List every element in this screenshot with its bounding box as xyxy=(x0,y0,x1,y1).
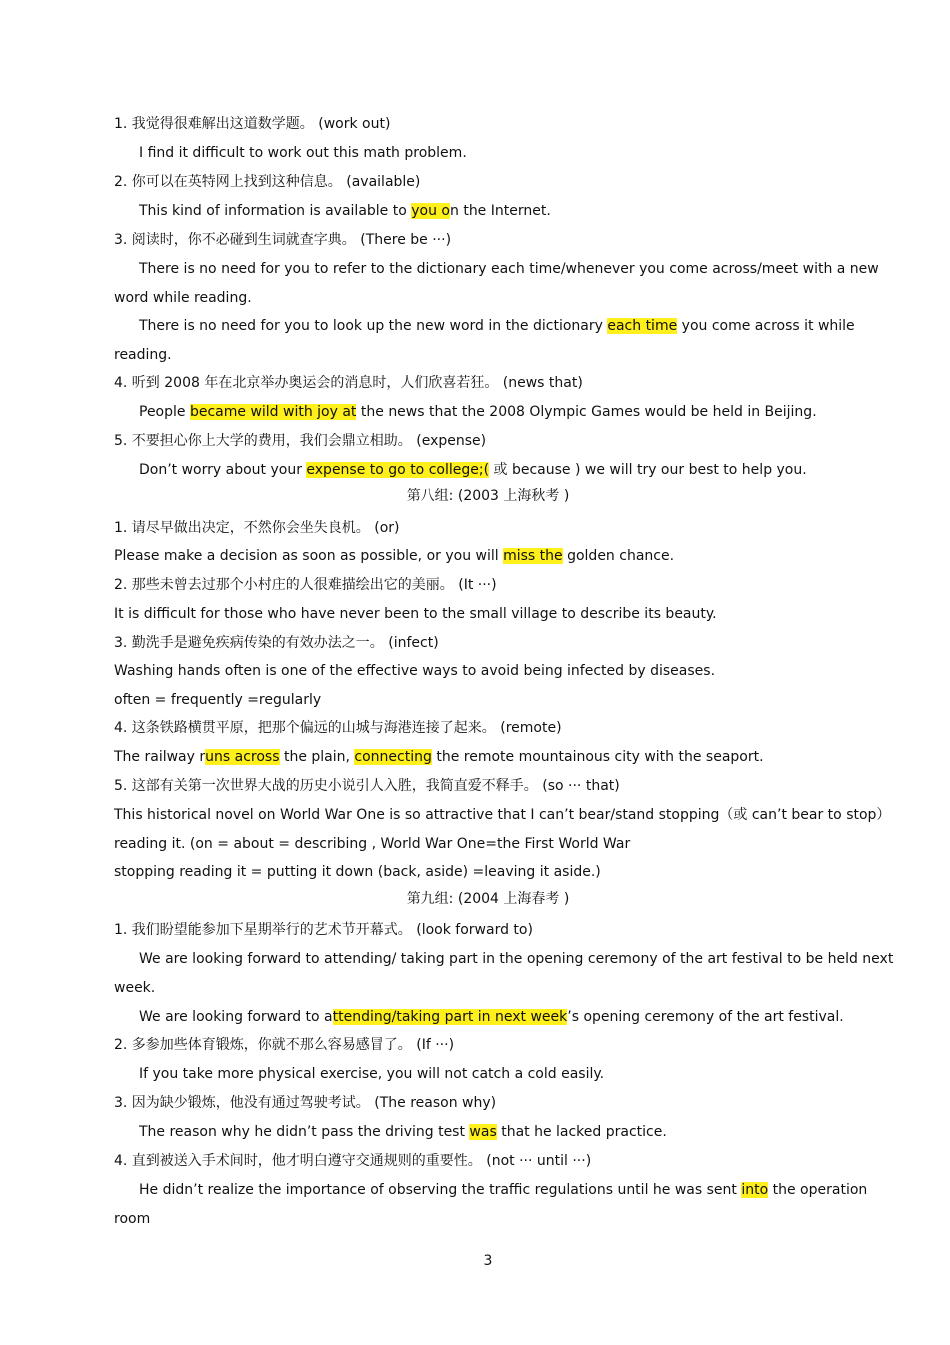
line-text: 5. 这部有关第一次世界大战的历史小说引人入胜，我简直爱不释手。 (so ··· that) xyxy=(114,778,620,794)
text-line xyxy=(114,862,601,882)
text-line xyxy=(139,143,467,163)
text-line xyxy=(139,259,879,279)
line-text: Please make a decision as soon as possible, or you will xyxy=(114,548,504,564)
text-line xyxy=(114,230,451,250)
text-line xyxy=(139,201,551,221)
highlighted-text: uns across xyxy=(205,749,280,765)
text-line xyxy=(139,402,817,422)
line-text: People xyxy=(139,404,190,420)
line-text: This kind of information is available to xyxy=(139,203,412,219)
section-heading xyxy=(0,486,950,506)
line-text: week. xyxy=(114,980,156,996)
line-text: We are looking forward to a xyxy=(139,1009,333,1025)
line-text: 4. 这条铁路横贯平原，把那个偏远的山城与海港连接了起来。 (remote) xyxy=(114,720,562,736)
line-text: the remote mountainous city with the seaport. xyxy=(431,749,764,765)
section-heading xyxy=(0,889,950,909)
line-text: reading. xyxy=(114,347,172,363)
line-text: 3. 勤洗手是避免疾病传染的有效办法之一。 (infect) xyxy=(114,635,439,651)
text-line xyxy=(114,690,321,710)
text-line xyxy=(114,114,390,134)
text-line xyxy=(114,1209,150,1229)
line-text: the news that the 2008 Olympic Games would be held in Beijing. xyxy=(356,404,817,420)
text-line xyxy=(114,172,420,192)
text-line xyxy=(139,1122,667,1142)
text-line xyxy=(114,546,674,566)
text-line xyxy=(114,661,715,681)
text-line xyxy=(114,604,717,624)
line-text: you come across it while xyxy=(677,318,855,334)
highlighted-text: connecting xyxy=(354,749,432,765)
line-text: the operation xyxy=(768,1182,868,1198)
text-line xyxy=(139,1007,844,1027)
line-text: 2. 那些未曾去过那个小村庄的人很难描绘出它的美丽。 (It ···) xyxy=(114,577,497,593)
highlighted-text: was xyxy=(469,1124,497,1140)
highlighted-text: became wild with joy at xyxy=(189,404,357,420)
highlighted-text: ttending/taking part in next week xyxy=(332,1009,568,1025)
line-text: The railway r xyxy=(114,749,206,765)
line-text: 4. 直到被送入手术间时，他才明白遵守交通规则的重要性。 (not ··· until ···) xyxy=(114,1153,592,1169)
line-text: that he lacked practice. xyxy=(496,1124,667,1140)
line-text: 2. 多参加些体育锻炼，你就不那么容易感冒了。 (If ···) xyxy=(114,1037,455,1053)
text-line xyxy=(114,978,155,998)
text-line xyxy=(114,805,890,825)
line-text: ’s opening ceremony of the art festival. xyxy=(567,1009,844,1025)
text-line xyxy=(114,920,533,940)
line-text: The reason why he didn’t pass the driving test xyxy=(139,1124,470,1140)
line-text: Washing hands often is one of the effective ways to avoid being infected by diseases. xyxy=(114,663,716,679)
line-text: golden chance. xyxy=(562,548,675,564)
line-text: n the Internet. xyxy=(450,203,551,219)
highlighted-text: expense to go to college;( xyxy=(306,462,490,478)
text-line xyxy=(114,633,439,653)
text-line xyxy=(139,949,893,969)
text-line xyxy=(114,431,486,451)
line-text: the plain, xyxy=(279,749,355,765)
text-line xyxy=(139,1180,867,1200)
line-text: word while reading. xyxy=(114,290,252,306)
text-line xyxy=(114,518,400,538)
line-text: There is no need for you to refer to the dictionary each time/whenever you come across/meet with a new xyxy=(139,261,879,277)
highlighted-text: each time xyxy=(607,318,678,334)
text-line xyxy=(114,575,497,595)
line-text: 1. 请尽早做出决定，不然你会坐失良机。 (or) xyxy=(114,520,400,536)
highlighted-text: you o xyxy=(411,203,450,219)
line-text: Don’t worry about your xyxy=(139,462,307,478)
text-line xyxy=(114,288,252,308)
line-text: often = frequently =regularly xyxy=(114,692,322,708)
line-text: stopping reading it = putting it down (back, aside) =leaving it aside.) xyxy=(114,864,601,880)
line-text: 1. 我们盼望能参加下星期举行的艺术节开幕式。 (look forward to) xyxy=(114,922,533,938)
text-line xyxy=(114,718,562,738)
line-text: 第八组: (2003 上海秋考 ) xyxy=(406,488,570,504)
line-text: If you take more physical exercise, you will not catch a cold easily. xyxy=(139,1066,605,1082)
line-text: He didn’t realize the importance of observing the traffic regulations until he was sent xyxy=(139,1182,742,1198)
page-number: 3 xyxy=(483,1253,493,1269)
text-line xyxy=(114,776,620,796)
line-text: I find it difficult to work out this math problem. xyxy=(139,145,467,161)
text-line xyxy=(114,1093,496,1113)
line-text: It is difficult for those who have never been to the small village to describe its beauty. xyxy=(114,606,717,622)
line-text: 4. 听到 2008 年在北京举办奥运会的消息时，人们欣喜若狂。 (news that) xyxy=(114,375,583,391)
line-text: 5. 不要担心你上大学的费用，我们会鼎立相助。 (expense) xyxy=(114,433,487,449)
text-line xyxy=(114,747,764,767)
line-text: 2. 你可以在英特网上找到这种信息。 (available) xyxy=(114,174,421,190)
text-line xyxy=(114,834,630,854)
line-text: reading it. (on = about = describing , World War One=the First World War xyxy=(114,836,631,852)
line-text: 3. 阅读时，你不必碰到生词就查字典。 (There be ···) xyxy=(114,232,452,248)
line-text: 1. 我觉得很难解出这道数学题。 (work out) xyxy=(114,116,391,132)
line-text: 3. 因为缺少锻炼，他没有通过驾驶考试。 (The reason why) xyxy=(114,1095,497,1111)
highlighted-text: miss the xyxy=(503,548,563,564)
line-text: 第九组: (2004 上海春考 ) xyxy=(406,891,570,907)
line-text: 或 because ) we will try our best to help you. xyxy=(489,462,807,478)
line-text: This historical novel on World War One is so attractive that I can’t bear/stand stopping（或 can’t bear to stop） xyxy=(114,807,891,823)
text-line xyxy=(139,1064,604,1084)
text-line xyxy=(139,316,855,336)
text-line xyxy=(114,1151,591,1171)
text-line xyxy=(139,460,807,480)
text-line xyxy=(114,1035,454,1055)
text-line xyxy=(114,345,172,365)
line-text: room xyxy=(114,1211,151,1227)
line-text: There is no need for you to look up the new word in the dictionary xyxy=(139,318,608,334)
highlighted-text: into xyxy=(741,1182,769,1198)
line-text: We are looking forward to attending/ taking part in the opening ceremony of the art festival to be held next xyxy=(139,951,894,967)
text-line xyxy=(114,373,583,393)
